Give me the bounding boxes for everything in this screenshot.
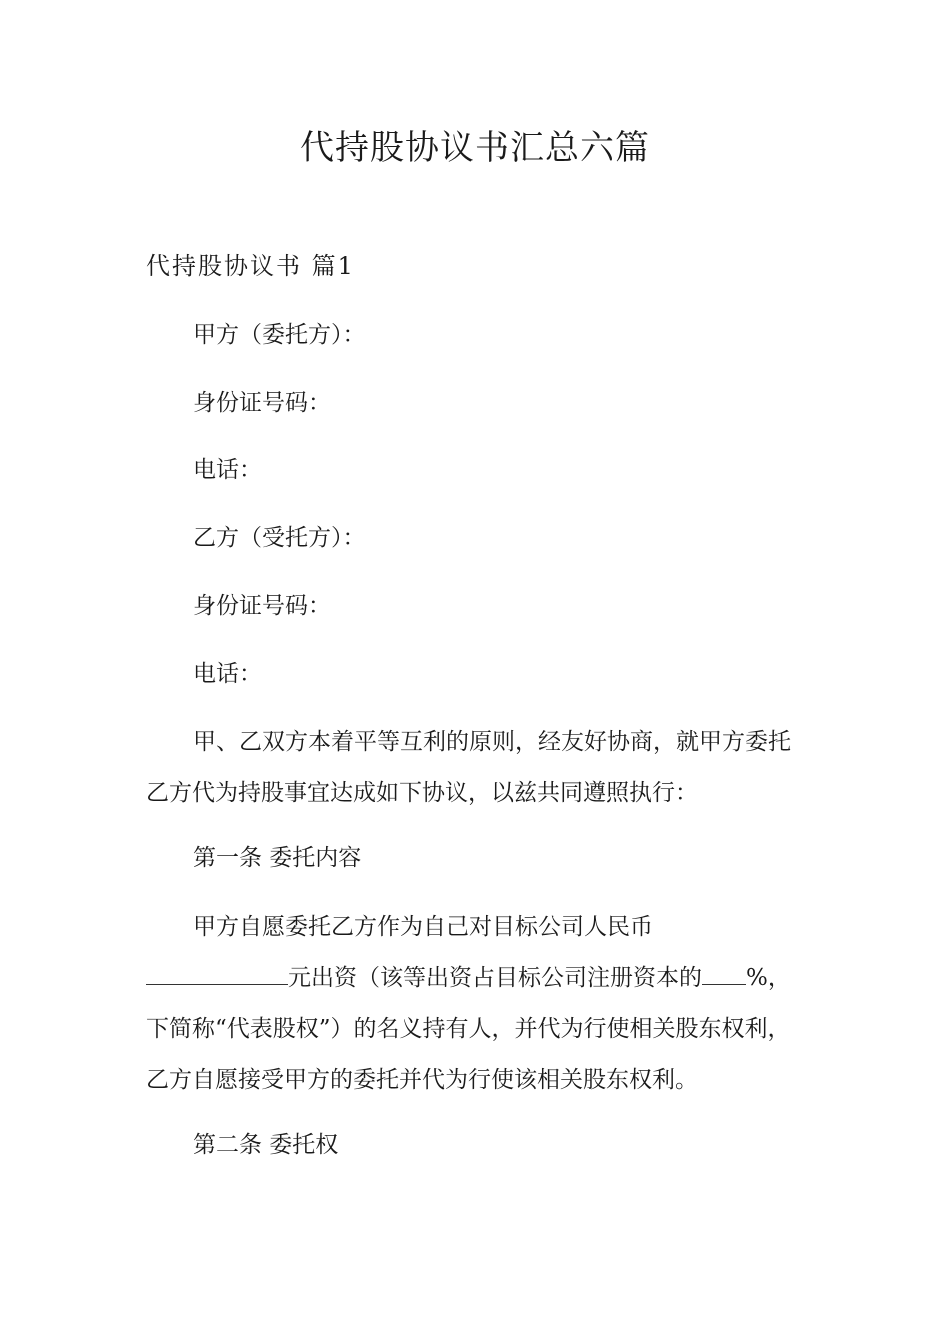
intro-paragraph-line-2: 乙方代为持股事宜达成如下协议，以兹共同遵照执行： [146,780,698,806]
article-2-heading: 第二条 委托权 [193,1132,339,1158]
article-1-line-3: 下简称“代表股权”）的名义持有人，并代为行使相关股东权利， [146,1016,791,1042]
article-1-line-2-text: 元出资（该等出资占目标公司注册资本的 [288,965,702,991]
article-1-line-4: 乙方自愿接受甲方的委托并代为行使该相关股东权利。 [146,1067,698,1093]
party-a-id-label: 身份证号码： [193,390,331,416]
party-b-id-label: 身份证号码： [193,593,331,619]
article-1-heading: 第一条 委托内容 [193,845,362,871]
percent-blank [702,962,746,985]
article-1-line-2-suffix: %， [746,965,791,991]
party-b-phone-label: 电话： [193,661,262,687]
article-1-line-2 [146,960,791,996]
intro-paragraph-line-1: 甲、乙双方本着平等互利的原则，经友好协商，就甲方委托 [193,729,791,755]
amount-blank [146,962,288,985]
article-1-line-1: 甲方自愿委托乙方作为自己对目标公司人民币 [193,914,653,940]
section-heading: 代持股协议书 篇1 [146,252,355,280]
document-title: 代持股协议书汇总六篇 [300,128,650,168]
party-a-phone-label: 电话： [193,457,262,483]
party-b-label: 乙方（受托方）： [193,525,366,551]
party-a-label: 甲方（委托方）： [193,322,366,348]
